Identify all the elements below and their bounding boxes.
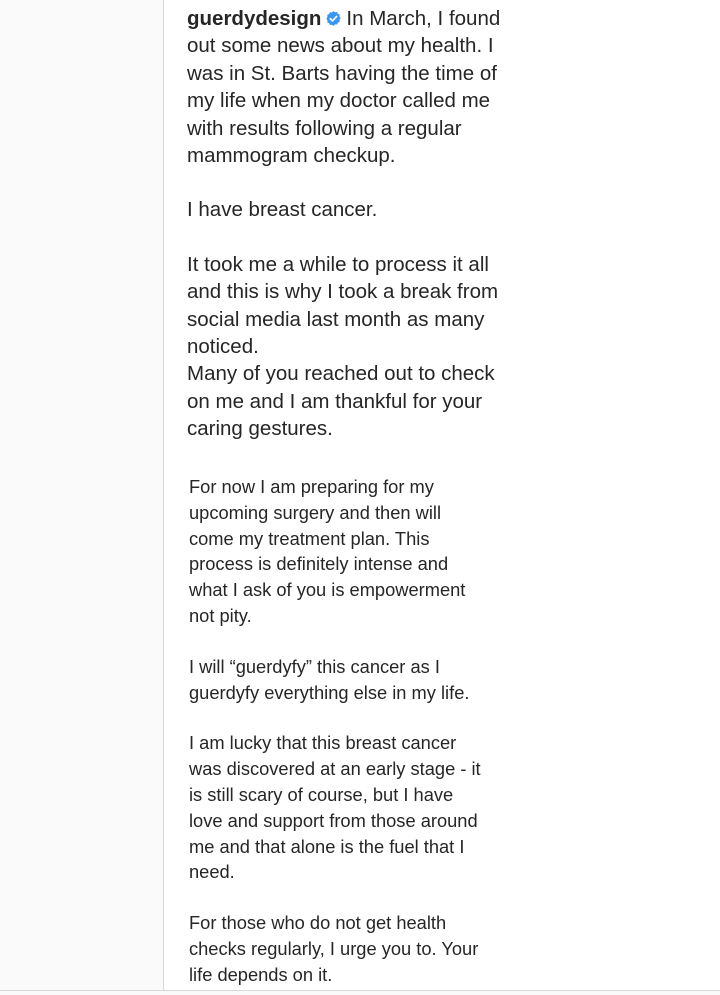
caption-paragraph-4 bbox=[189, 474, 481, 629]
caption-line: It took me a while to process it all bbox=[187, 252, 489, 276]
caption-line: checks regularly, I urge you to. Your bbox=[189, 937, 479, 959]
post-caption bbox=[187, 0, 547, 985]
username-link[interactable]: guerdydesign bbox=[187, 7, 322, 30]
caption-line: was discovered at an early stage - it bbox=[189, 758, 481, 780]
caption-line: For those who do not get health bbox=[189, 912, 447, 934]
caption-block-lower bbox=[189, 474, 481, 995]
caption-line: is still scary of course, but I have bbox=[189, 783, 454, 805]
caption-line: was in St. Barts having the time of bbox=[187, 61, 497, 85]
caption-line: caring gestures. bbox=[187, 417, 333, 441]
caption-line: out some news about my health. I bbox=[187, 34, 494, 58]
verified-badge-icon bbox=[325, 10, 342, 27]
caption-line: not pity. bbox=[189, 604, 252, 626]
caption-block-upper bbox=[187, 5, 547, 443]
caption-line: my life when my doctor called me bbox=[187, 89, 491, 113]
caption-line: noticed. bbox=[187, 335, 259, 359]
caption-line: with results following a regular bbox=[187, 116, 462, 140]
caption-line: life depends on it. bbox=[189, 963, 333, 985]
caption-line: what I ask of you is empowerment bbox=[189, 579, 466, 601]
caption-line: love and support from those around bbox=[189, 809, 478, 831]
caption-paragraph-6 bbox=[189, 730, 481, 885]
caption-line: I have breast cancer. bbox=[187, 198, 378, 222]
caption-line: on me and I am thankful for your bbox=[187, 389, 483, 413]
caption-line: come my treatment plan. This bbox=[189, 527, 430, 549]
caption-line: social media last month as many bbox=[187, 307, 485, 331]
caption-text: In March, I found bbox=[346, 7, 501, 30]
caption-paragraph-5 bbox=[189, 654, 481, 706]
caption-line: process is definitely intense and bbox=[189, 553, 449, 575]
caption-line: upcoming surgery and then will bbox=[189, 501, 442, 523]
caption-line: I am lucky that this breast cancer bbox=[189, 732, 457, 754]
caption-paragraph-7 bbox=[189, 910, 481, 987]
caption-line: guerdyfy everything else in my life. bbox=[189, 681, 470, 703]
caption-paragraph-2 bbox=[187, 196, 547, 223]
caption-line: For now I am preparing for my bbox=[189, 476, 434, 497]
caption-paragraph-1 bbox=[187, 5, 547, 169]
caption-line: and this is why I took a break from bbox=[187, 280, 499, 304]
caption-line: I will “guerdyfy” this cancer as I bbox=[189, 655, 440, 677]
caption-paragraph-3 bbox=[187, 251, 547, 443]
caption-line: Many of you reached out to check bbox=[187, 362, 495, 386]
caption-line: me and that alone is the fuel that I bbox=[189, 835, 465, 857]
caption-first-line bbox=[187, 5, 547, 32]
caption-line: mammogram checkup. bbox=[187, 144, 396, 168]
caption-line: need. bbox=[189, 861, 235, 883]
bottom-divider bbox=[0, 990, 720, 991]
